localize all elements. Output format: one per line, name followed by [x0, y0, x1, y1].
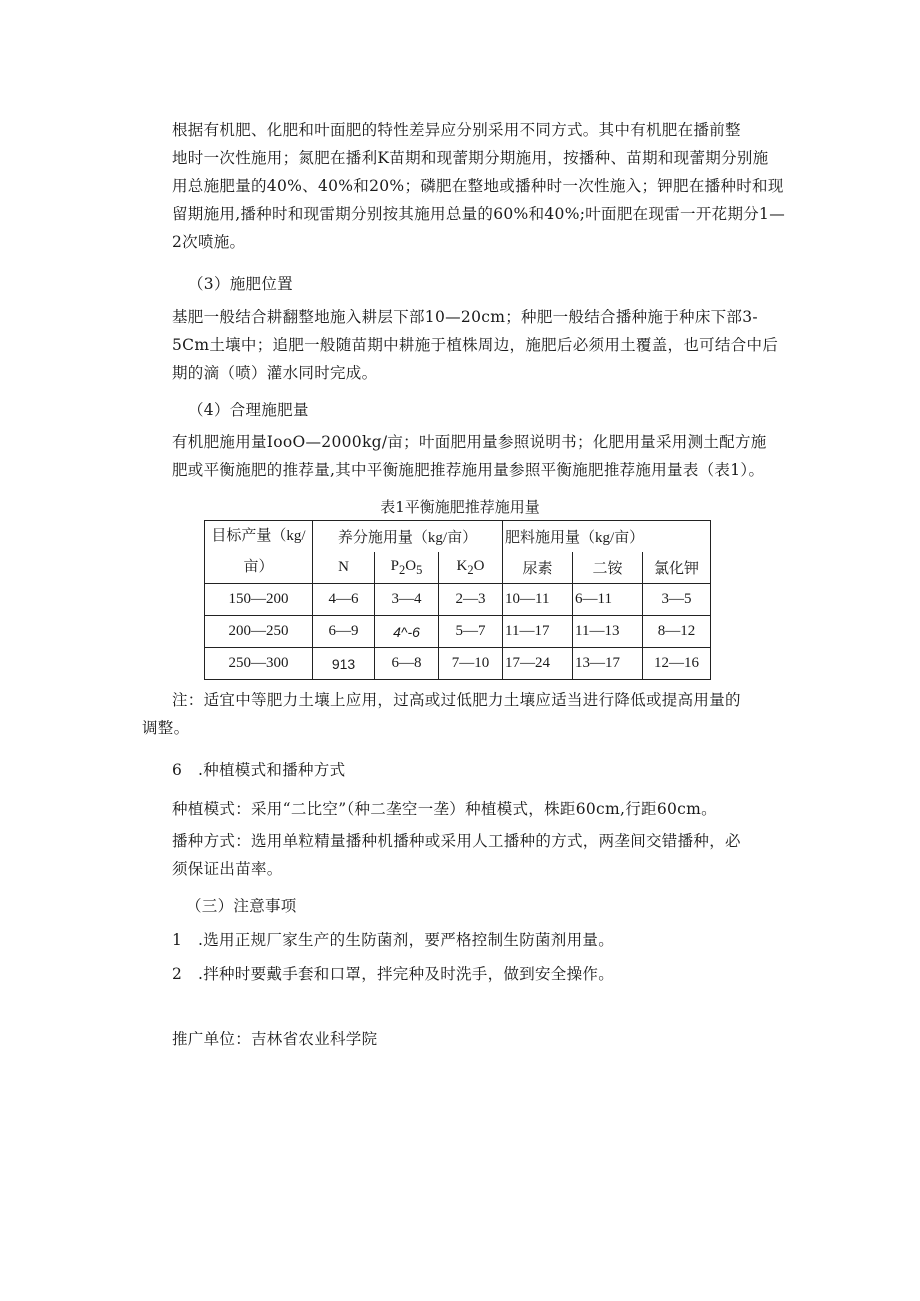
- cell-k2o: 2—3: [439, 584, 503, 616]
- table-note: [142, 686, 792, 742]
- cell-k2o: 5—7: [439, 616, 503, 648]
- text-line: 有机肥施用量IooO—2000kg/亩；叶面肥用量参照说明书；化肥用量采用测土配方施: [172, 433, 767, 451]
- cell-p2o5: 3—4: [375, 584, 439, 616]
- paragraph-fertilization-method: [172, 116, 792, 256]
- note-item-1: 1 .选用正规厂家生产的生防菌剂，要严格控制生防菌剂用量。: [172, 931, 614, 949]
- header-dap: 二铵: [573, 552, 643, 584]
- cell-p2o5: 6—8: [375, 648, 439, 680]
- cell-n: 913: [313, 648, 375, 680]
- cell-kcl: 8—12: [643, 616, 711, 648]
- text-line: 用总施肥量的40%、40%和20%；磷肥在整地或播种时一次性施入；钾肥在播种时和现: [172, 177, 784, 195]
- heading-fertilization-position: （3）施肥位置: [188, 275, 293, 293]
- cell-urea: 17—24: [503, 648, 573, 680]
- o-symbol: O: [405, 557, 417, 574]
- p-subscript: 2: [399, 562, 406, 577]
- header-nutrient-amount: 养分施用量（kg/亩）: [313, 521, 503, 553]
- paragraph-planting-mode: 种植模式：采用“二比空”（种二垄空一垄）种植模式，株距60cm,行距60cm。: [172, 800, 717, 818]
- text-line: 播种方式：选用单粒精量播种机播种或采用人工播种的方式，两垄间交错播种，必: [172, 832, 741, 850]
- promotion-unit: 推广单位：吉林省农业科学院: [172, 1030, 378, 1048]
- text-line: 地时一次性施用；氮肥在播利K苗期和现蕾期分期施用，按播种、苗期和现蕾期分别施: [172, 149, 769, 167]
- cell-dap: 13—17: [573, 648, 643, 680]
- fertilizer-table: [204, 520, 711, 680]
- text-line: 注：适宜中等肥力土壤上应用，过高或过低肥力土壤应适当进行降低或提高用量的: [172, 691, 741, 709]
- header-target-yield: [205, 521, 313, 584]
- header-target-line1: 目标产量（kg/: [211, 528, 306, 544]
- heading-fertilizer-amount: （4）合理施肥量: [188, 401, 309, 419]
- table-row: [205, 648, 711, 680]
- paragraph-fertilization-position: [172, 303, 792, 387]
- header-n: N: [313, 552, 375, 584]
- cell-k2o: 7—10: [439, 648, 503, 680]
- cell-dap: 11—13: [573, 616, 643, 648]
- text-line: 2次喷施。: [172, 233, 246, 251]
- text-line: 留期施用,播种时和现雷期分别按其施用总量的60%和40%;叶面肥在现雷一开花期分1—: [172, 205, 786, 223]
- cell-yield: 150—200: [205, 584, 313, 616]
- paragraph-sowing-method: [172, 827, 792, 883]
- cell-yield: 250—300: [205, 648, 313, 680]
- header-urea: 尿素: [503, 552, 573, 584]
- header-kcl: 氯化钾: [643, 552, 711, 584]
- text-line: 须保证出苗率。: [172, 860, 283, 878]
- text-line: 调整。: [142, 719, 190, 737]
- note-item-2: 2 .拌种时要戴手套和口罩，拌完种及时洗手，做到安全操作。: [172, 965, 614, 983]
- header-fertilizer-amount: 肥料施用量（kg/亩）: [503, 521, 711, 553]
- text-line: 根据有机肥、化肥和叶面肥的特性差异应分别采用不同方式。其中有机肥在播前整: [172, 121, 741, 139]
- table-header-row: [205, 521, 711, 553]
- text-line: 期的滴（喷）灌水同时完成。: [172, 364, 378, 382]
- table-row: [205, 616, 711, 648]
- text-line: 5Cm土壤中；追肥一般随苗期中耕施于植株周边，施肥后必须用土覆盖，也可结合中后: [172, 336, 779, 354]
- table-row: [205, 584, 711, 616]
- k-o-symbol: O: [473, 557, 485, 574]
- text-line: 基肥一般结合耕翻整地施入耕层下部10—20cm；种肥一般结合播种施于种床下部3-: [172, 308, 758, 326]
- cell-n: 6—9: [313, 616, 375, 648]
- cell-p2o5: 4^-6: [375, 616, 439, 648]
- cell-kcl: 12—16: [643, 648, 711, 680]
- p-symbol: P: [390, 557, 399, 574]
- cell-urea: 10—11: [503, 584, 573, 616]
- header-k2o: [439, 552, 503, 584]
- k-symbol: K: [456, 557, 468, 574]
- text-line: 肥或平衡施肥的推荐量,其中平衡施肥推荐施用量参照平衡施肥推荐施用量表（表1）。: [172, 461, 765, 479]
- header-p2o5: [375, 552, 439, 584]
- cell-yield: 200—250: [205, 616, 313, 648]
- o-subscript: 5: [416, 562, 423, 577]
- cell-dap: 6—11: [573, 584, 643, 616]
- header-target-line2: 亩）: [243, 559, 274, 575]
- section-heading-planting: 6 .种植模式和播种方式: [172, 761, 346, 779]
- cell-kcl: 3—5: [643, 584, 711, 616]
- table-caption: 表1平衡施肥推荐施用量: [380, 498, 540, 516]
- paragraph-fertilizer-amount: [172, 428, 792, 484]
- cell-urea: 11—17: [503, 616, 573, 648]
- section-heading-notes: （三）注意事项: [186, 897, 297, 915]
- cell-n: 4—6: [313, 584, 375, 616]
- k-subscript: 2: [467, 562, 474, 577]
